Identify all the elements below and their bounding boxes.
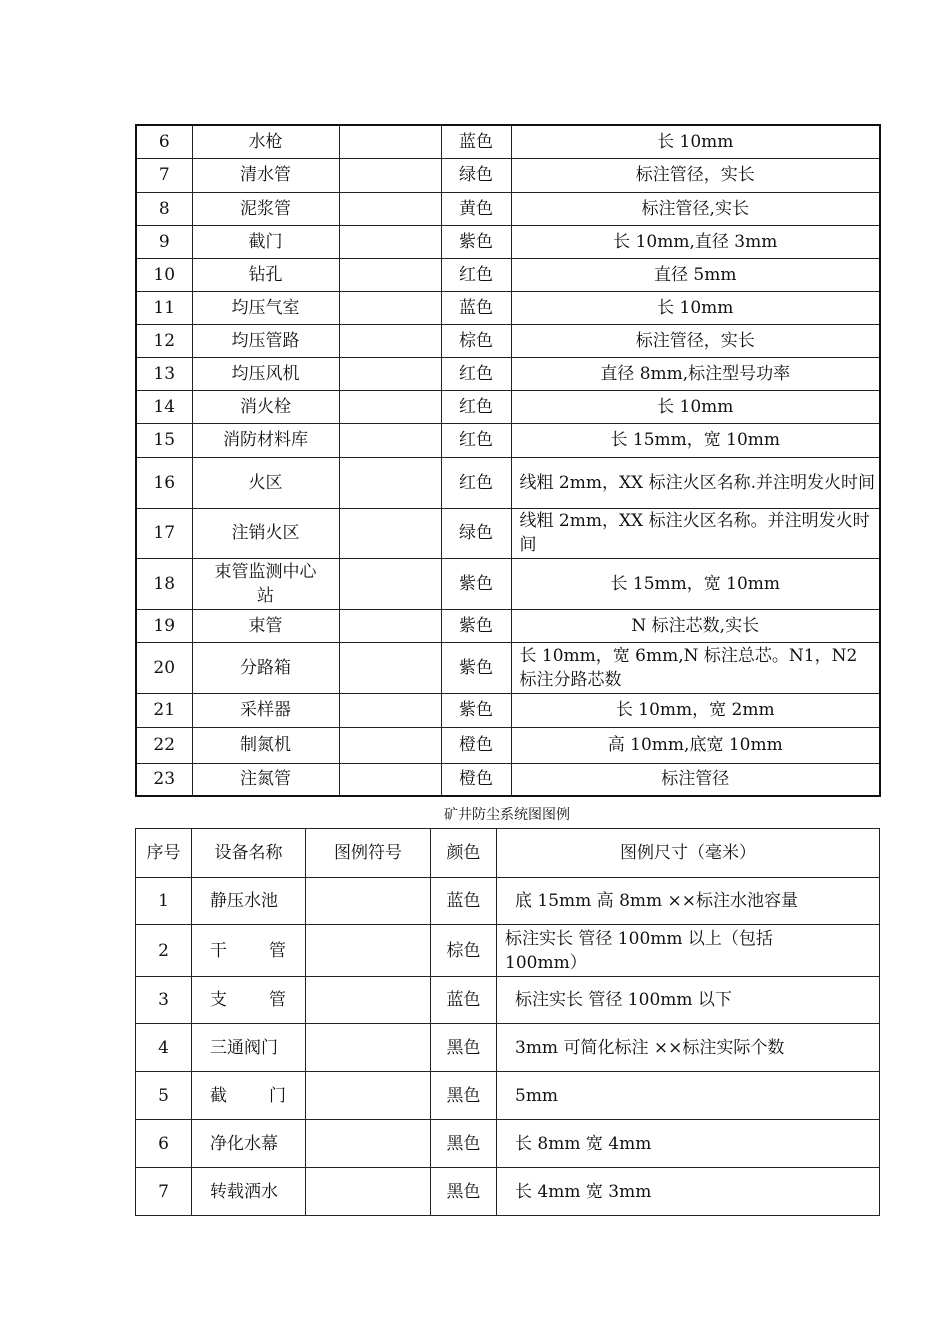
table-row <box>136 192 880 225</box>
size-cell: 3mm 可简化标注 ××标注实际个数 <box>497 1024 880 1072</box>
size-cell: 标注管径,实长 <box>511 192 880 225</box>
color-cell: 紫色 <box>441 225 511 258</box>
device-name-part: 干 <box>210 940 227 961</box>
row-number: 20 <box>136 642 192 693</box>
size-cell: 标注管径，实长 <box>511 158 880 192</box>
size-cell: 长 15mm，宽 10mm <box>511 423 880 457</box>
device-name: 转载洒水 <box>192 1168 306 1216</box>
legend-symbol-cell <box>306 925 431 977</box>
table-row <box>136 125 880 158</box>
color-cell: 黑色 <box>431 1072 497 1120</box>
table-caption: 矿井防尘系统图图例 <box>444 807 570 823</box>
color-cell: 红色 <box>441 357 511 390</box>
color-cell: 红色 <box>441 390 511 423</box>
size-cell: 长 10mm <box>511 390 880 423</box>
color-cell: 紫色 <box>441 609 511 642</box>
color-cell: 橙色 <box>441 727 511 763</box>
table-row <box>136 609 880 642</box>
legend-symbol-cell <box>306 1072 431 1120</box>
color-cell: 绿色 <box>441 158 511 192</box>
row-number: 18 <box>136 558 192 609</box>
size-cell: 长 8mm 宽 4mm <box>497 1120 880 1168</box>
color-cell: 黑色 <box>431 1024 497 1072</box>
legend-symbol-cell <box>339 423 441 457</box>
table-row <box>136 457 880 508</box>
table-row <box>136 642 880 693</box>
device-name: 清水管 <box>192 158 339 192</box>
size-cell: 长 4mm 宽 3mm <box>497 1168 880 1216</box>
size-cell: 长 10mm，宽 2mm <box>511 693 880 727</box>
device-name: 束管监测中心站 <box>192 558 339 609</box>
device-name-part: 支 <box>210 990 227 1010</box>
legend-symbol-cell <box>339 225 441 258</box>
row-number: 11 <box>136 291 192 324</box>
table-row <box>136 558 880 609</box>
table-row <box>136 324 880 357</box>
device-name: 注氮管 <box>192 763 339 796</box>
table-row <box>136 390 880 423</box>
table-row <box>136 508 880 558</box>
color-cell: 紫色 <box>441 693 511 727</box>
table-row <box>136 1168 880 1216</box>
row-number: 6 <box>136 125 192 158</box>
legend-symbol-cell <box>339 609 441 642</box>
device-name: 泥浆管 <box>192 192 339 225</box>
table-row <box>136 225 880 258</box>
table-row <box>136 1072 880 1120</box>
size-cell: 长 10mm <box>511 291 880 324</box>
row-number: 6 <box>136 1120 192 1168</box>
header-number: 序号 <box>136 829 192 878</box>
header-symbol: 图例符号 <box>306 829 431 878</box>
color-cell: 紫色 <box>441 642 511 693</box>
legend-symbol-cell <box>339 125 441 158</box>
color-cell: 蓝色 <box>441 125 511 158</box>
device-name: 消火栓 <box>192 390 339 423</box>
row-number: 4 <box>136 1024 192 1072</box>
size-cell: 长 15mm，宽 10mm <box>511 558 880 609</box>
legend-symbol-cell <box>339 763 441 796</box>
size-cell: 长 10mm，宽 6mm,N 标注总芯。N1，N2 标注分路芯数 <box>511 642 880 693</box>
table-row <box>136 158 880 192</box>
device-name: 束管 <box>192 609 339 642</box>
device-name: 水枪 <box>192 125 339 158</box>
device-name: 均压管路 <box>192 324 339 357</box>
device-name <box>192 977 306 1024</box>
legend-symbol-cell <box>306 878 431 925</box>
table-row <box>136 763 880 796</box>
row-number: 16 <box>136 457 192 508</box>
row-number: 19 <box>136 609 192 642</box>
color-cell: 黑色 <box>431 1120 497 1168</box>
row-number: 1 <box>136 878 192 925</box>
row-number: 7 <box>136 158 192 192</box>
legend-symbol-cell <box>339 727 441 763</box>
table-row <box>136 291 880 324</box>
legend-symbol-cell <box>339 158 441 192</box>
device-name: 均压气室 <box>192 291 339 324</box>
color-cell: 黄色 <box>441 192 511 225</box>
color-cell: 红色 <box>441 258 511 291</box>
size-cell: 标注管径，实长 <box>511 324 880 357</box>
device-name: 消防材料库 <box>192 423 339 457</box>
legend-symbol-cell <box>339 291 441 324</box>
legend-symbol-cell <box>339 258 441 291</box>
color-cell: 红色 <box>441 457 511 508</box>
size-cell: 标注管径 <box>511 763 880 796</box>
legend-symbol-cell <box>306 1120 431 1168</box>
device-name: 采样器 <box>192 693 339 727</box>
legend-symbol-cell <box>339 693 441 727</box>
table-row <box>136 1120 880 1168</box>
legend-symbol-cell <box>306 1024 431 1072</box>
legend-symbol-cell <box>306 977 431 1024</box>
legend-symbol-cell <box>339 357 441 390</box>
device-name-part: 管 <box>269 990 286 1010</box>
device-name-part: 截 <box>210 1085 227 1106</box>
device-name: 火区 <box>192 457 339 508</box>
row-number: 2 <box>136 925 192 977</box>
size-cell: 长 10mm,直径 3mm <box>511 225 880 258</box>
device-name-spread <box>210 939 286 963</box>
size-cell: 标注实长 管径 100mm 以下 <box>497 977 880 1024</box>
device-name: 注销火区 <box>192 508 339 558</box>
color-cell: 红色 <box>441 423 511 457</box>
device-name: 静压水池 <box>192 878 306 925</box>
size-cell: 线粗 2mm，XX 标注火区名称.并注明发火时间 <box>511 457 880 508</box>
row-number: 5 <box>136 1072 192 1120</box>
table-row <box>136 925 880 977</box>
device-name <box>192 1072 306 1120</box>
table-row <box>136 258 880 291</box>
device-name-part: 门 <box>269 1085 286 1106</box>
row-number: 10 <box>136 258 192 291</box>
color-cell: 棕色 <box>431 925 497 977</box>
row-number: 14 <box>136 390 192 423</box>
color-cell: 绿色 <box>441 508 511 558</box>
device-name: 截门 <box>192 225 339 258</box>
table-row <box>136 878 880 925</box>
size-cell: 线粗 2mm，XX 标注火区名称。并注明发火时间 <box>511 508 880 558</box>
row-number: 8 <box>136 192 192 225</box>
table-row <box>136 357 880 390</box>
legend-table-upper <box>135 124 881 797</box>
row-number: 21 <box>136 693 192 727</box>
header-row <box>136 829 880 878</box>
size-cell: 直径 5mm <box>511 258 880 291</box>
legend-symbol-cell <box>339 324 441 357</box>
device-name: 分路箱 <box>192 642 339 693</box>
legend-symbol-cell <box>339 642 441 693</box>
legend-symbol-cell <box>339 508 441 558</box>
table-row <box>136 1024 880 1072</box>
row-number: 23 <box>136 763 192 796</box>
legend-symbol-cell <box>339 558 441 609</box>
size-cell: 标注实长 管径 100mm 以上（包括100mm） <box>497 925 880 977</box>
size-cell: 高 10mm,底宽 10mm <box>511 727 880 763</box>
header-color: 颜色 <box>431 829 497 878</box>
device-name-spread <box>210 1084 286 1108</box>
table-row <box>136 727 880 763</box>
legend-symbol-cell <box>306 1168 431 1216</box>
size-cell: 5mm <box>497 1072 880 1120</box>
color-cell: 蓝色 <box>441 291 511 324</box>
device-name: 钻孔 <box>192 258 339 291</box>
size-cell: 底 15mm 高 8mm ××标注水池容量 <box>497 878 880 925</box>
color-cell: 蓝色 <box>431 977 497 1024</box>
row-number: 9 <box>136 225 192 258</box>
device-name-spread <box>210 988 286 1012</box>
device-name <box>192 925 306 977</box>
size-cell: 长 10mm <box>511 125 880 158</box>
legend-symbol-cell <box>339 390 441 423</box>
table-row <box>136 977 880 1024</box>
color-cell: 蓝色 <box>431 878 497 925</box>
device-name: 净化水幕 <box>192 1120 306 1168</box>
row-number: 22 <box>136 727 192 763</box>
color-cell: 黑色 <box>431 1168 497 1216</box>
device-name: 三通阀门 <box>192 1024 306 1072</box>
header-size: 图例尺寸（毫米） <box>497 829 880 878</box>
dust-prevention-legend-table <box>135 828 880 1216</box>
table-row <box>136 423 880 457</box>
row-number: 7 <box>136 1168 192 1216</box>
header-device-name: 设备名称 <box>192 829 306 878</box>
legend-symbol-cell <box>339 192 441 225</box>
row-number: 12 <box>136 324 192 357</box>
color-cell: 紫色 <box>441 558 511 609</box>
row-number: 17 <box>136 508 192 558</box>
legend-symbol-cell <box>339 457 441 508</box>
color-cell: 棕色 <box>441 324 511 357</box>
row-number: 3 <box>136 977 192 1024</box>
size-cell: 直径 8mm,标注型号功率 <box>511 357 880 390</box>
row-number: 15 <box>136 423 192 457</box>
device-name-part: 管 <box>269 940 286 961</box>
device-name: 均压风机 <box>192 357 339 390</box>
color-cell: 橙色 <box>441 763 511 796</box>
device-name: 制氮机 <box>192 727 339 763</box>
row-number: 13 <box>136 357 192 390</box>
size-cell: N 标注芯数,实长 <box>511 609 880 642</box>
table-row <box>136 693 880 727</box>
